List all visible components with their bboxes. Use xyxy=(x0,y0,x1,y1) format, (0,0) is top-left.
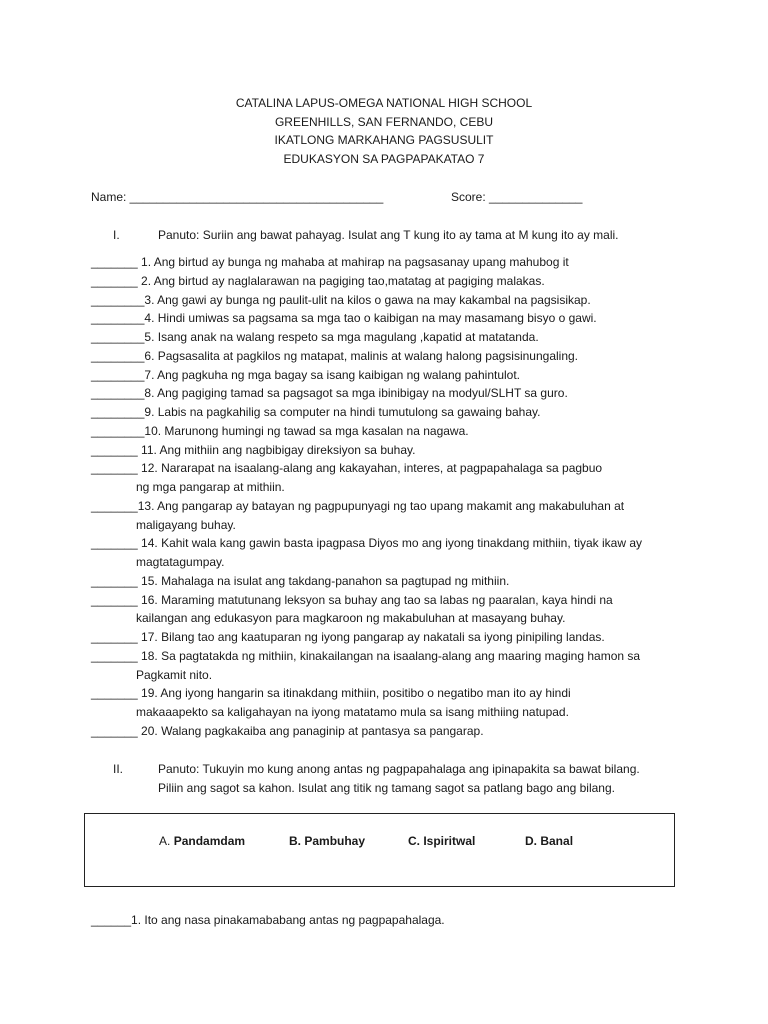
choice-a-letter: A. xyxy=(159,834,171,848)
subject-title: EDUKASYON SA PAGPAPAKATAO 7 xyxy=(283,151,485,166)
item-5: ________5. Isang anak na walang respeto sa mga magulang ,kapatid at matatanda. xyxy=(91,330,539,344)
item-19: _______ 19. Ang iyong hangarin sa itinakdang mithiin, positibo o negatibo man ito ay hindi xyxy=(91,686,571,701)
item-16-continuation: kailangan ang edukasyon para magkaroon ng makabuluhan at masayang buhay. xyxy=(136,611,566,626)
score-field: Score: ______________ xyxy=(451,190,583,204)
choice-d-label: Banal xyxy=(540,834,574,848)
item-2: _______ 2. Ang birtud ay naglalarawan na pagiging tao,matatag at pagiging malakas. xyxy=(91,273,545,288)
part1-numeral: I. xyxy=(113,228,120,242)
school-name: CATALINA LAPUS-OMEGA NATIONAL HIGH SCHOOL xyxy=(235,96,533,110)
document-header xyxy=(0,94,768,168)
part1-items-list xyxy=(91,253,691,741)
part2-numeral: II. xyxy=(113,762,124,776)
choice-b xyxy=(289,833,365,849)
item-16: _______ 16. Maraming matutunang leksyon sa buhay ang tao sa labas ng paaralan, kaya hindi na xyxy=(91,592,613,607)
choice-b-letter: B. xyxy=(289,834,301,848)
item-9: ________9. Labis na pagkahilig sa computer na hindi tumutulong sa gawaing bahay. xyxy=(91,405,541,419)
item-20: _______ 20. Walang pagkakaiba ang panaginip at pantasya sa pangarap. xyxy=(91,723,484,738)
item-15: _______ 15. Mahalaga na isulat ang takdang-panahon sa pagtupad ng mithiin. xyxy=(91,573,510,588)
choice-d-letter: D. xyxy=(525,834,537,848)
name-field: Name: ______________________________________ xyxy=(91,190,384,204)
item-17: _______ 17. Bilang tao ang kaatuparan ng iyong pangarap ay nakatali sa iyong pinipiling landas. xyxy=(91,630,605,644)
choice-c xyxy=(408,833,475,849)
choice-c-letter: C. xyxy=(408,834,420,848)
choice-d xyxy=(525,833,573,849)
choice-c-label: Ispiritwal xyxy=(423,834,476,848)
item-14-continuation: magtatagumpay. xyxy=(136,555,225,569)
item-10: ________10. Marunong humingi ng tawad sa mga kasalan na nagawa. xyxy=(91,423,469,438)
item-8: ________8. Ang pagiging tamad sa pagsagot sa mga ibinibigay na modyul/SLHT sa guro. xyxy=(91,386,568,401)
choices-box xyxy=(84,813,675,887)
part1-instruction: Panuto: Suriin ang bawat pahayag. Isulat ang T kung ito ay tama at M kung ito ay mali. xyxy=(158,228,619,242)
item-4: ________4. Hindi umiwas sa pagsama sa mga tao o kaibigan na may masamang bisyo o gawi. xyxy=(91,311,597,326)
item-7: ________7. Ang pagkuha ng mga bagay sa isang kaibigan ng walang pahintulot. xyxy=(91,367,521,382)
item-18: _______ 18. Sa pagtatakda ng mithiin, kinakailangan na isaalang-alang ang maaring maging hamon sa xyxy=(91,648,641,663)
part2-instruction-line1: Panuto: Tukuyin mo kung anong antas ng pagpapahalaga ang ipinapakita sa bawat bilang. xyxy=(158,762,640,776)
item-13: _______13. Ang pangarap ay batayan ng pagpupunyagi ng tao upang makamit ang makabuluhan at xyxy=(91,498,625,513)
item-6: ________6. Pagsasalita at pagkilos ng matapat, malinis at walang halong pagsisinungaling. xyxy=(91,348,579,363)
item-12: _______ 12. Nararapat na isaalang-alang ang kakayahan, interes, at pagpapahalaga sa pagbuo xyxy=(91,461,603,476)
item-13-continuation: maligayang buhay. xyxy=(136,517,236,532)
item-18-continuation: Pagkamit nito. xyxy=(136,667,213,682)
part2-instruction xyxy=(158,760,640,797)
item-1: _______ 1. Ang birtud ay bunga ng mahaba at mahirap na pagsasanay upang mahubog it xyxy=(91,255,569,269)
item-12-continuation: ng mga pangarap at mithiin. xyxy=(136,480,285,494)
item-14: _______ 14. Kahit wala kang gawin basta ipagpasa Diyos mo ang iyong tinakdang mithiin, tiyak ikaw ay xyxy=(91,536,643,551)
choice-b-label: Pambuhay xyxy=(304,834,366,848)
school-location: GREENHILLS, SAN FERNANDO, CEBU xyxy=(274,114,494,129)
part2-instruction-line2: Piliin ang sagot sa kahon. Isulat ang titik ng tamang sagot sa patlang bago ang bilang. xyxy=(158,780,615,795)
item-3: ________3. Ang gawi ay bunga ng paulit-ulit na kilos o gawa na may kakambal na pagsisikap. xyxy=(91,292,591,307)
choice-a-label: Pandamdam xyxy=(173,834,246,848)
exam-title: IKATLONG MARKAHANG PAGSUSULIT xyxy=(274,133,494,147)
item-19-continuation: makaaapekto sa kaligahayan na iyong matatamo mula sa isang mithiing natupad. xyxy=(136,705,569,719)
item-11: _______ 11. Ang mithiin ang nagbibigay direksiyon sa buhay. xyxy=(91,442,416,457)
part2-item-1: ______1. Ito ang nasa pinakamababang antas ng pagpapahalaga. xyxy=(91,913,445,927)
choice-a xyxy=(159,833,245,849)
